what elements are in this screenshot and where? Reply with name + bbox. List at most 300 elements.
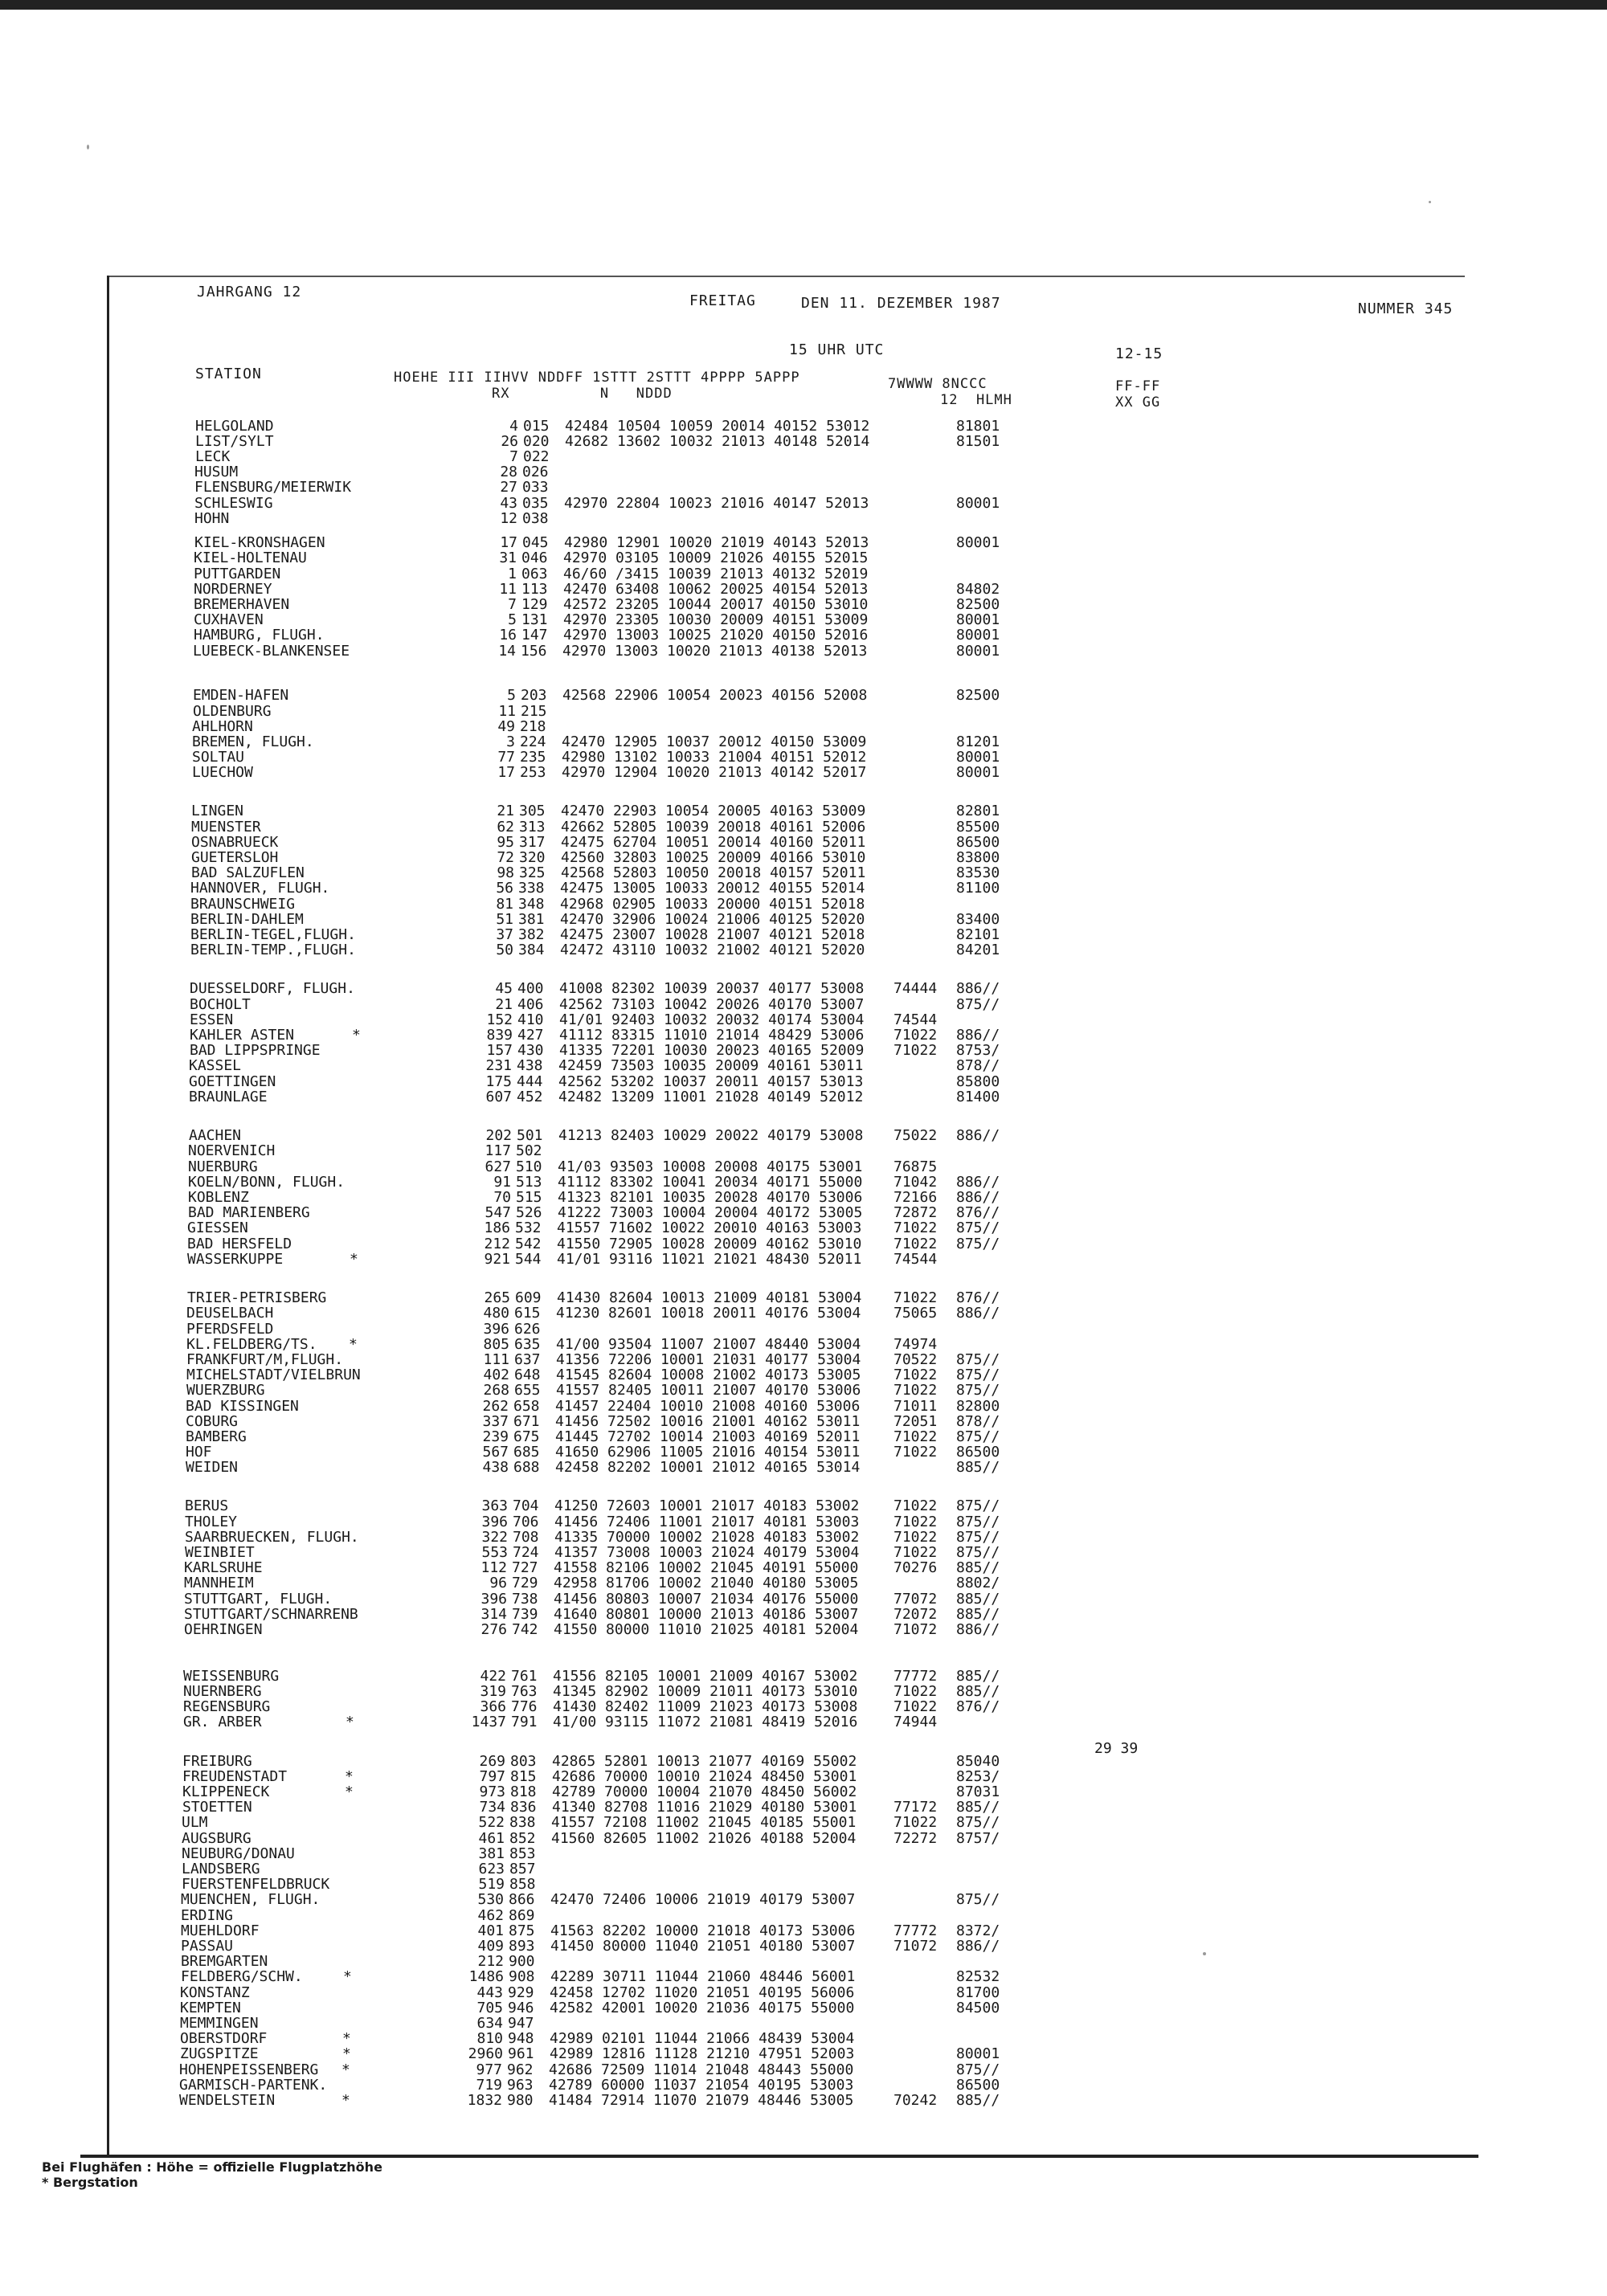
synop-groups: 42470 12905 10037 20012 40150 53009: [562, 733, 867, 750]
cloud-group: 81400: [956, 1089, 1000, 1105]
station-number: 532: [515, 1219, 542, 1236]
cloud-group: 875//: [956, 1891, 1000, 1908]
cloud-group: 875//: [956, 1236, 1000, 1252]
gust-columns-subheader: XX GG: [1115, 394, 1161, 411]
synop-groups: 46/60 /3415 10039 21013 40132 52019: [563, 566, 869, 582]
station-number: 869: [509, 1907, 535, 1924]
gust-columns-header: FF-FF: [1115, 378, 1161, 394]
station-height: 409: [477, 1938, 504, 1955]
station-name: COBURG: [186, 1413, 239, 1430]
station-height: 921: [484, 1251, 510, 1268]
station-height: 522: [478, 1814, 505, 1831]
table-row: [190, 997, 1045, 1013]
table-row: [184, 1591, 1045, 1608]
station-height: 98: [497, 864, 514, 881]
weather-group: 77172: [893, 1799, 938, 1816]
synop-groups: 42980 12901 10020 21019 40143 52013: [564, 534, 869, 551]
table-row: [186, 1460, 1045, 1476]
station-name: SAARBRUECKEN, FLUGH.: [185, 1529, 359, 1546]
synop-groups: 42970 22804 10023 21016 40147 52013: [564, 495, 869, 512]
table-row: [186, 1444, 1045, 1461]
cloud-group: 82800: [956, 1398, 1000, 1415]
mountain-marker: *: [349, 1336, 358, 1353]
station-height: 16: [499, 627, 517, 643]
cloud-group: 875//: [956, 1529, 1000, 1546]
station-name: SOLTAU: [192, 749, 245, 766]
station-height: 43: [500, 495, 517, 512]
table-row: [181, 1969, 1045, 1985]
station-number: 384: [518, 942, 545, 958]
weather-group: 71011: [893, 1398, 938, 1415]
station-number: 893: [509, 1938, 535, 1955]
table-row: [186, 1399, 1045, 1415]
mountain-marker: *: [343, 1968, 352, 1985]
weather-group: 71072: [893, 1621, 938, 1638]
synop-groups: 42789 60000 11037 21054 40195 53003: [549, 2077, 854, 2094]
cloud-group: 80001: [956, 627, 1000, 643]
cloud-group: 84500: [956, 2000, 1000, 2016]
station-height: 11: [498, 703, 516, 720]
cloud-group: 876//: [956, 1204, 1000, 1221]
station-number: 776: [511, 1698, 538, 1715]
station-name: BRAUNSCHWEIG: [190, 896, 296, 913]
cloud-group: 886//: [956, 1174, 1000, 1191]
synop-groups: 42789 70000 10004 21070 48450 56002: [552, 1783, 857, 1800]
synop-groups: 42686 70000 10010 21024 48450 53001: [552, 1768, 857, 1785]
synop-groups: 42470 22903 10054 20005 40163 53009: [561, 803, 866, 819]
station-height: 26: [501, 433, 518, 450]
station-number: 739: [512, 1606, 538, 1623]
table-row: [195, 449, 1045, 465]
station-name: BREMEN, FLUGH.: [192, 733, 314, 750]
cloud-group: 82500: [956, 687, 1000, 704]
table-row: [194, 496, 1045, 512]
station-height: 91: [493, 1174, 511, 1191]
station-height: 623: [478, 1861, 505, 1877]
station-height: 5: [508, 611, 517, 628]
weather-group: 71042: [893, 1174, 938, 1191]
weather-group: 71022: [893, 1444, 938, 1461]
station-height: 973: [479, 1783, 505, 1800]
station-height: 77: [497, 749, 515, 766]
station-number: 963: [507, 2077, 534, 2094]
code-columns-subheader: RX N NDDD: [492, 386, 673, 402]
cloud-group: 87031: [956, 1783, 1000, 1800]
station-height: 70: [493, 1189, 511, 1206]
station-number: 609: [515, 1289, 542, 1306]
station-number: 708: [513, 1529, 539, 1546]
synop-groups: 42582 42001 10020 21036 40175 55000: [550, 2000, 855, 2016]
station-number: 685: [513, 1444, 540, 1461]
weather-group: 75065: [893, 1305, 938, 1322]
table-row: [194, 582, 1045, 598]
station-height: 27: [500, 479, 517, 496]
table-row: [180, 2046, 1045, 2062]
weather-group: 71022: [893, 1027, 938, 1044]
station-name: BAD LIPPSPRINGE: [190, 1042, 321, 1059]
station-height: 530: [477, 1891, 504, 1908]
station-name: HANNOVER, FLUGH.: [190, 880, 330, 897]
station-height: 314: [480, 1606, 507, 1623]
table-row: [182, 1846, 1045, 1862]
station-height: 7: [509, 448, 518, 465]
table-row: [182, 1815, 1045, 1831]
station-name: FREIBURG: [182, 1753, 252, 1770]
synop-groups: 42970 03105 10009 21026 40155 52015: [563, 549, 869, 566]
table-row: [190, 942, 1045, 958]
station-number: 338: [518, 880, 545, 897]
station-name: MUEHLDORF: [181, 1922, 260, 1939]
table-row: [179, 2062, 1045, 2078]
weather-columns-subheader: 12 HLMH: [940, 392, 1012, 408]
station-number: 544: [515, 1251, 542, 1268]
jahrgang: JAHRGANG 12: [197, 284, 302, 300]
station-height: 396: [481, 1514, 508, 1530]
cloud-group: 82532: [956, 1968, 1000, 1985]
mountain-marker: *: [342, 2045, 351, 2062]
table-row: [187, 1290, 1045, 1306]
table-row: [179, 2077, 1045, 2094]
station-number: 317: [519, 834, 546, 851]
station-name: FREUDENSTADT: [182, 1768, 288, 1785]
footnote-airports: Bei Flughäfen : Höhe = offizielle Flugplatzhöhe: [42, 2159, 382, 2175]
synop-groups: 42475 23007 10028 21007 40121 52018: [560, 926, 865, 943]
table-row: [186, 1322, 1045, 1338]
station-number: 015: [523, 418, 550, 435]
synop-groups: 42958 81706 10002 21040 40180 53005: [554, 1575, 859, 1591]
table-row: [186, 1352, 1045, 1368]
station-number: 853: [509, 1845, 536, 1862]
station-number: 838: [509, 1814, 536, 1831]
cloud-group: 81501: [956, 433, 1000, 450]
station-height: 12: [500, 510, 517, 527]
cloud-group: 82101: [956, 926, 1000, 943]
station-number: 724: [513, 1544, 539, 1561]
cloud-group: 82801: [956, 803, 1000, 819]
station-height: 56: [496, 880, 513, 897]
table-row: [191, 865, 1045, 881]
station-name: KL.FELDBERG/TS.: [186, 1336, 317, 1353]
station-height: 3: [506, 733, 515, 750]
station-number: 761: [511, 1668, 538, 1685]
cloud-group: 875//: [956, 1382, 1000, 1399]
station-name: EMDEN-HAFEN: [193, 687, 289, 704]
cloud-group: 81100: [956, 880, 1000, 897]
station-number: 706: [513, 1514, 539, 1530]
synop-groups: 41550 80000 11010 21025 40181 52004: [554, 1621, 859, 1638]
cloud-group: 85500: [956, 819, 1000, 835]
synop-groups: 42572 23205 10044 20017 40150 53010: [563, 596, 869, 613]
station-number: 501: [517, 1127, 543, 1144]
station-height: 519: [478, 1876, 505, 1893]
station-name: OSNABRUECK: [191, 834, 279, 851]
cloud-group: 81201: [956, 733, 1000, 750]
cloud-group: 876//: [956, 1698, 1000, 1715]
station-number: 348: [518, 896, 545, 913]
synop-groups: 42470 32906 10024 21006 40125 52020: [560, 911, 865, 928]
synop-groups: 42458 82202 10001 21012 40165 53014: [555, 1459, 861, 1476]
weather-group: 71022: [893, 1683, 938, 1700]
station-name: KEMPTEN: [180, 2000, 241, 2016]
cloud-group: 86500: [956, 2077, 1000, 2094]
cloud-group: 86500: [956, 834, 1000, 851]
station-number: 648: [514, 1367, 541, 1383]
station-height: 28: [500, 464, 517, 480]
cloud-group: 875//: [956, 1497, 1000, 1514]
station-name: OEHRINGEN: [184, 1621, 263, 1638]
table-row: [192, 734, 1045, 750]
table-row: [191, 850, 1045, 866]
station-number: 875: [509, 1922, 535, 1939]
station-height: 31: [499, 549, 517, 566]
station-name: CUXHAVEN: [194, 611, 264, 628]
station-height: 1437: [471, 1714, 506, 1730]
station-height: 805: [483, 1336, 509, 1353]
footnote-mountain-station: * Bergstation: [42, 2175, 138, 2190]
mountain-marker: *: [341, 2061, 350, 2078]
synop-groups: 41560 82605 11002 21026 40188 52004: [551, 1830, 857, 1847]
station-name: THOLEY: [185, 1514, 238, 1530]
cloud-group: 886//: [956, 1189, 1000, 1206]
synop-groups: 41456 80803 10007 21034 40176 55000: [554, 1591, 859, 1608]
station-number: 438: [517, 1057, 543, 1074]
table-row: [182, 1769, 1045, 1785]
station-number: 658: [513, 1398, 540, 1415]
weather-group: 71022: [893, 1698, 938, 1715]
weather-group: 74444: [893, 980, 938, 997]
station-height: 797: [479, 1768, 505, 1785]
table-row: [180, 2031, 1045, 2047]
weather-group: 70522: [893, 1351, 938, 1368]
station-number: 035: [522, 495, 549, 512]
synop-groups: 41430 82604 10013 21009 40181 53004: [557, 1289, 862, 1306]
table-row: [188, 1205, 1045, 1221]
cloud-group: 875//: [956, 1351, 1000, 1368]
station-number: 510: [516, 1158, 542, 1175]
station-name: STOETTEN: [182, 1799, 252, 1816]
station-name: KASSEL: [189, 1057, 242, 1074]
station-name: BAD MARIENBERG: [188, 1204, 310, 1221]
cloud-group: 83530: [956, 864, 1000, 881]
station-name: PASSAU: [181, 1938, 234, 1955]
station-number: 382: [518, 926, 545, 943]
synop-groups: 41356 72206 10001 21031 40177 53004: [556, 1351, 861, 1368]
synop-groups: 42470 72406 10006 21019 40179 53007: [550, 1891, 856, 1908]
mountain-marker: *: [346, 1714, 354, 1730]
cloud-group: 81700: [956, 1984, 1000, 2001]
table-row: [194, 597, 1045, 613]
table-row: [180, 1985, 1045, 2001]
cloud-group: 885//: [956, 1459, 1000, 1476]
station-name: ESSEN: [190, 1011, 234, 1028]
station-number: 961: [508, 2045, 534, 2062]
station-name: BERLIN-TEGEL,FLUGH.: [190, 926, 356, 943]
station-name: STUTTGART/SCHNARRENB: [184, 1606, 358, 1623]
station-height: 627: [485, 1158, 511, 1175]
station-height: 719: [476, 2077, 502, 2094]
station-name: ULM: [182, 1814, 208, 1831]
station-number: 852: [509, 1830, 536, 1847]
table-row: [190, 1027, 1045, 1044]
station-number: 113: [521, 581, 548, 598]
station-name: KLIPPENECK: [182, 1783, 270, 1800]
station-height: 2960: [468, 2045, 503, 2062]
station-height: 81: [496, 896, 513, 913]
table-row: [181, 1939, 1045, 1955]
table-row: [183, 1684, 1045, 1700]
weather-group: 75022: [893, 1127, 938, 1144]
weather-group: 71022: [893, 1042, 938, 1059]
synop-groups: 41/01 92403 10032 20032 40174 53004: [559, 1011, 865, 1028]
synop-groups: 42970 13003 10025 21020 40150 52016: [563, 627, 869, 643]
synop-groups: 42865 52801 10013 21077 40169 55002: [552, 1753, 857, 1770]
station-number: 729: [512, 1575, 538, 1591]
synop-groups: 42475 13005 10033 20012 40155 52014: [560, 880, 865, 897]
table-row: [182, 1861, 1045, 1877]
station-number: 045: [522, 534, 549, 551]
station-number: 791: [511, 1714, 538, 1730]
station-number: 526: [516, 1204, 542, 1221]
cloud-group: 8802/: [956, 1575, 1000, 1591]
station-number: 858: [509, 1876, 536, 1893]
station-number: 218: [520, 718, 546, 735]
station-number: 742: [512, 1621, 538, 1638]
weather-group: 74544: [893, 1251, 938, 1268]
cloud-group: 86500: [956, 1444, 1000, 1461]
synop-groups: 42470 63408 10062 20025 40154 52013: [563, 581, 869, 598]
station-number: 515: [516, 1189, 542, 1206]
station-height: 21: [497, 803, 514, 819]
table-row: [180, 2000, 1045, 2016]
cloud-group: 85800: [956, 1073, 1000, 1090]
station-height: 734: [479, 1799, 505, 1816]
station-number: 671: [513, 1413, 540, 1430]
table-row: [182, 1784, 1045, 1800]
cloud-group: 875//: [956, 1814, 1000, 1831]
station-name: BAD KISSINGEN: [186, 1398, 299, 1415]
table-row: [183, 1669, 1045, 1685]
synop-groups: 41640 80801 10000 21013 40186 53007: [554, 1606, 859, 1623]
station-name: GOETTINGEN: [189, 1073, 276, 1090]
station-name: KONSTANZ: [180, 1984, 250, 2001]
station-name: FRANKFURT/M,FLUGH.: [186, 1351, 344, 1368]
synop-groups: 42970 13003 10020 21013 40138 52013: [562, 643, 868, 660]
table-row: [179, 2093, 1045, 2109]
station-number: 948: [508, 2030, 534, 2047]
station-number: 929: [508, 1984, 534, 2001]
station-height: 111: [483, 1351, 509, 1368]
synop-groups: 41456 72502 10016 21001 40162 53011: [555, 1413, 861, 1430]
station-height: 547: [485, 1204, 511, 1221]
station-name: AACHEN: [189, 1127, 242, 1144]
station-number: 626: [514, 1321, 541, 1338]
station-number: 946: [508, 2000, 534, 2016]
station-number: 836: [510, 1799, 537, 1816]
station-column-header: STATION: [195, 366, 262, 382]
station-height: 276: [480, 1621, 507, 1638]
synop-groups: 41430 82402 11009 21023 40173 53008: [553, 1698, 858, 1715]
station-number: 900: [509, 1953, 535, 1970]
station-height: 175: [485, 1073, 512, 1090]
station-number: 704: [513, 1497, 539, 1514]
station-number: 325: [519, 864, 546, 881]
weather-group: 71022: [893, 1428, 938, 1445]
weather-columns-header: 7WWWW 8NCCC: [888, 376, 988, 392]
station-name: BERLIN-TEMP.,FLUGH.: [190, 942, 356, 958]
station-number: 063: [521, 566, 548, 582]
weather-group: 72051: [893, 1413, 938, 1430]
station-height: 186: [484, 1219, 510, 1236]
station-height: 262: [482, 1398, 509, 1415]
station-number: 046: [521, 549, 548, 566]
cloud-group: 878//: [956, 1413, 1000, 1430]
cloud-group: 80001: [956, 495, 1000, 512]
table-row: [185, 1545, 1045, 1561]
table-row: [192, 765, 1045, 781]
station-number: 908: [509, 1968, 535, 1985]
mountain-marker: *: [342, 2030, 351, 2047]
synop-groups: 42686 72509 11014 21048 48443 55000: [549, 2061, 854, 2078]
table-row: [195, 434, 1045, 450]
synop-groups: 41213 82403 10029 20022 40179 53008: [558, 1127, 864, 1144]
table-row: [183, 1714, 1045, 1730]
cloud-group: 875//: [956, 2061, 1000, 2078]
station-name: TRIER-PETRISBERG: [187, 1289, 327, 1306]
synop-groups: 41/00 93504 11007 21007 48440 53004: [556, 1336, 861, 1353]
station-number: 615: [514, 1305, 541, 1322]
synop-groups: 41650 62906 11005 21016 40154 53011: [555, 1444, 861, 1461]
station-height: 17: [500, 534, 517, 551]
gust-note: 29 39: [1094, 1740, 1139, 1757]
station-number: 637: [514, 1351, 541, 1368]
cloud-group: 885//: [956, 1591, 1000, 1608]
station-height: 319: [480, 1683, 506, 1700]
station-height: 212: [484, 1236, 510, 1252]
frame-bottom-line: [80, 2155, 1478, 2158]
station-height: 396: [483, 1321, 509, 1338]
station-number: 020: [523, 433, 550, 450]
station-number: 980: [507, 2092, 534, 2109]
table-row: [188, 1190, 1045, 1206]
table-row: [190, 897, 1045, 913]
station-number: 675: [513, 1428, 540, 1445]
weather-group: 71022: [893, 1497, 938, 1514]
station-number: 406: [517, 996, 544, 1013]
synop-groups: 41557 71602 10022 20010 40163 53003: [557, 1219, 862, 1236]
station-name: MUENCHEN, FLUGH.: [181, 1891, 321, 1908]
table-row: [194, 627, 1045, 643]
weather-group: 72166: [893, 1189, 938, 1206]
synop-groups: 42459 73503 10035 20009 40161 53011: [558, 1057, 864, 1074]
cloud-group: 875//: [956, 1367, 1000, 1383]
station-height: 607: [485, 1089, 512, 1105]
station-name: DEUSELBACH: [186, 1305, 274, 1322]
synop-groups: 42289 30711 11044 21060 48446 56001: [550, 1968, 856, 1985]
station-number: 400: [517, 980, 544, 997]
table-row: [190, 981, 1045, 997]
station-number: 502: [516, 1142, 542, 1159]
station-name: LUECHOW: [192, 764, 253, 781]
station-name: HUSUM: [194, 464, 239, 480]
synop-groups: 41557 72108 11002 21045 40185 55001: [551, 1814, 857, 1831]
station-name: KOBLENZ: [188, 1189, 249, 1206]
synop-groups: 41456 72406 11001 21017 40181 53003: [554, 1514, 860, 1530]
code-columns-header: HOEHE III IIHVV NDDFF 1STTT 2STTT 4PPPP 5APPP: [394, 370, 800, 386]
weather-group: 71072: [893, 1938, 938, 1955]
station-height: 462: [477, 1907, 504, 1924]
station-number: 452: [517, 1089, 543, 1105]
station-name: FLENSBURG/MEIERWIK: [194, 479, 352, 496]
